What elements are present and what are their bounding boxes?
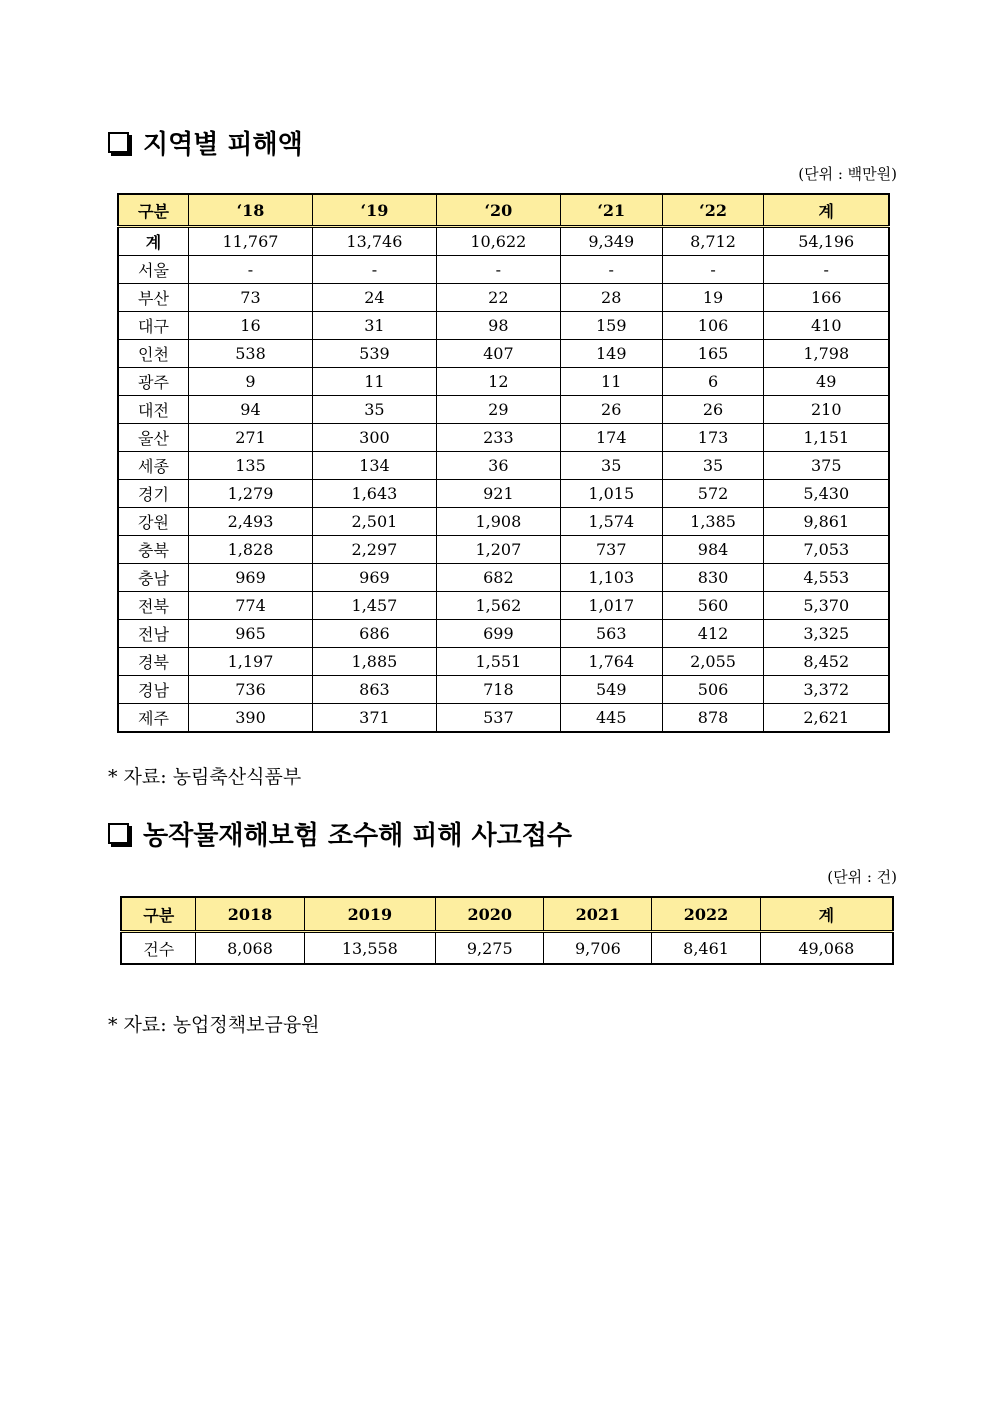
table-cell: 13,746	[312, 227, 436, 256]
table-cell: 35	[662, 452, 764, 480]
table-cell: 2,297	[312, 536, 436, 564]
table-cell: 2,501	[312, 508, 436, 536]
table-cell: 135	[189, 452, 313, 480]
table-cell: 106	[662, 312, 764, 340]
table-cell: 686	[312, 620, 436, 648]
column-header: 2020	[436, 897, 544, 932]
table-cell: 174	[560, 424, 662, 452]
table-row	[118, 340, 889, 368]
table-cell: 572	[662, 480, 764, 508]
column-header: 계	[764, 194, 889, 227]
section2-title: 농작물재해보험 조수해 피해 사고접수	[143, 821, 573, 851]
table-cell: 24	[312, 284, 436, 312]
table-cell: 563	[560, 620, 662, 648]
table-cell: 73	[189, 284, 313, 312]
table-cell: 718	[436, 676, 560, 704]
table-cell: 166	[764, 284, 889, 312]
table-cell: 1,385	[662, 508, 764, 536]
table-cell: 98	[436, 312, 560, 340]
table-row	[118, 620, 889, 648]
table-cell: 300	[312, 424, 436, 452]
table-row	[118, 227, 889, 256]
table-cell: 8,452	[764, 648, 889, 676]
table-cell: 537	[436, 704, 560, 733]
table-cell: 965	[189, 620, 313, 648]
table-cell: 159	[560, 312, 662, 340]
table-cell: 1,551	[436, 648, 560, 676]
table-cell: 412	[662, 620, 764, 648]
section1-title: 지역별 피해액	[143, 130, 303, 160]
table-cell: 149	[560, 340, 662, 368]
table-cell: 1,207	[436, 536, 560, 564]
table-cell: 4,553	[764, 564, 889, 592]
table-cell: -	[312, 256, 436, 284]
table-row	[118, 368, 889, 396]
table-cell: 36	[436, 452, 560, 480]
row-label: 제주	[118, 704, 189, 733]
table-cell: 8,068	[196, 932, 304, 965]
table-cell: 371	[312, 704, 436, 733]
row-label: 충남	[118, 564, 189, 592]
table-cell: 35	[560, 452, 662, 480]
table-cell: 2,493	[189, 508, 313, 536]
table-row	[118, 312, 889, 340]
section2-unit: (단위 : 건)	[827, 868, 897, 886]
table-cell: 863	[312, 676, 436, 704]
column-header: 구분	[118, 194, 189, 227]
table-cell: 210	[764, 396, 889, 424]
table-cell: 737	[560, 536, 662, 564]
table-cell: 49	[764, 368, 889, 396]
column-header: 2018	[196, 897, 304, 932]
table-cell: 11	[560, 368, 662, 396]
table-cell: 774	[189, 592, 313, 620]
column-header: 2022	[652, 897, 760, 932]
row-label: 경기	[118, 480, 189, 508]
table-cell: 8,712	[662, 227, 764, 256]
table-row	[118, 564, 889, 592]
table-cell: 94	[189, 396, 313, 424]
column-header: ‘20	[436, 194, 560, 227]
table-cell: 35	[312, 396, 436, 424]
row-label: 경북	[118, 648, 189, 676]
row-label: 강원	[118, 508, 189, 536]
table-cell: 2,055	[662, 648, 764, 676]
row-label: 대구	[118, 312, 189, 340]
table-cell: 1,828	[189, 536, 313, 564]
table-cell: 1,279	[189, 480, 313, 508]
row-label: 광주	[118, 368, 189, 396]
table-cell: 699	[436, 620, 560, 648]
column-header: 2019	[304, 897, 436, 932]
table-cell: 390	[189, 704, 313, 733]
row-label: 경남	[118, 676, 189, 704]
table-cell: 969	[189, 564, 313, 592]
table-cell: 445	[560, 704, 662, 733]
table-cell: -	[189, 256, 313, 284]
table-cell: 9,861	[764, 508, 889, 536]
table-cell: 165	[662, 340, 764, 368]
section1-heading	[108, 124, 303, 161]
row-label: 인천	[118, 340, 189, 368]
table-cell: 682	[436, 564, 560, 592]
table-cell: 31	[312, 312, 436, 340]
table-cell: 375	[764, 452, 889, 480]
table-cell: 54,196	[764, 227, 889, 256]
table-cell: 1,574	[560, 508, 662, 536]
table-cell: 3,325	[764, 620, 889, 648]
section1-source: * 자료: 농림축산식품부	[108, 766, 302, 788]
table-cell: 16	[189, 312, 313, 340]
table-cell: 173	[662, 424, 764, 452]
table-cell: 1,015	[560, 480, 662, 508]
table-cell: 5,430	[764, 480, 889, 508]
table-row	[118, 648, 889, 676]
checkbox-square-icon	[108, 823, 129, 844]
column-header: ‘22	[662, 194, 764, 227]
table-row	[118, 508, 889, 536]
table-cell: 1,017	[560, 592, 662, 620]
table-cell: 549	[560, 676, 662, 704]
table-cell: 7,053	[764, 536, 889, 564]
table-cell: 22	[436, 284, 560, 312]
regional-damage-table	[117, 193, 890, 733]
column-header: ‘18	[189, 194, 313, 227]
table-cell: 26	[662, 396, 764, 424]
row-label: 전남	[118, 620, 189, 648]
row-label: 계	[118, 227, 189, 256]
row-label: 전북	[118, 592, 189, 620]
section2-source: * 자료: 농업정책보금융원	[108, 1014, 320, 1036]
table-cell: 12	[436, 368, 560, 396]
accident-report-table	[120, 896, 894, 965]
table-cell: 28	[560, 284, 662, 312]
table-row	[118, 452, 889, 480]
table-cell: 984	[662, 536, 764, 564]
table-cell: 3,372	[764, 676, 889, 704]
table-row	[118, 396, 889, 424]
row-label: 대전	[118, 396, 189, 424]
table-cell: -	[662, 256, 764, 284]
table-cell: 9,706	[544, 932, 652, 965]
row-label: 세종	[118, 452, 189, 480]
row-label: 서울	[118, 256, 189, 284]
table-cell: 1,197	[189, 648, 313, 676]
table-row	[118, 704, 889, 733]
table-row	[118, 256, 889, 284]
table-cell: 233	[436, 424, 560, 452]
table-row	[118, 536, 889, 564]
table-cell: 1,908	[436, 508, 560, 536]
table-cell: 8,461	[652, 932, 760, 965]
table-cell: 9,349	[560, 227, 662, 256]
table-cell: 539	[312, 340, 436, 368]
table-cell: 1,457	[312, 592, 436, 620]
table-cell: 410	[764, 312, 889, 340]
table-cell: 11	[312, 368, 436, 396]
table-cell: 134	[312, 452, 436, 480]
row-label: 충북	[118, 536, 189, 564]
section2-heading	[108, 815, 572, 852]
table-cell: 736	[189, 676, 313, 704]
table-cell: -	[436, 256, 560, 284]
table-cell: 1,798	[764, 340, 889, 368]
column-header: 구분	[121, 897, 196, 932]
row-label: 건수	[121, 932, 196, 965]
column-header: ‘21	[560, 194, 662, 227]
table-cell: 1,885	[312, 648, 436, 676]
table-cell: 560	[662, 592, 764, 620]
column-header: ‘19	[312, 194, 436, 227]
table-cell: 538	[189, 340, 313, 368]
row-label: 울산	[118, 424, 189, 452]
table-cell: 1,764	[560, 648, 662, 676]
column-header: 2021	[544, 897, 652, 932]
table-cell: 9,275	[436, 932, 544, 965]
table-cell: 9	[189, 368, 313, 396]
table-row	[118, 284, 889, 312]
table-cell: -	[764, 256, 889, 284]
table-cell: 506	[662, 676, 764, 704]
table-row	[118, 424, 889, 452]
table-cell: 11,767	[189, 227, 313, 256]
table-row	[118, 592, 889, 620]
table-cell: 26	[560, 396, 662, 424]
table-cell: 1,643	[312, 480, 436, 508]
table-row	[121, 932, 893, 965]
table-cell: 921	[436, 480, 560, 508]
checkbox-square-icon	[108, 132, 129, 153]
table-cell: 830	[662, 564, 764, 592]
table-row	[118, 480, 889, 508]
section1-unit: (단위 : 백만원)	[798, 165, 897, 183]
table-cell: -	[560, 256, 662, 284]
table-row	[118, 676, 889, 704]
column-header: 계	[760, 897, 893, 932]
table-cell: 49,068	[760, 932, 893, 965]
table-cell: 1,151	[764, 424, 889, 452]
table-cell: 1,562	[436, 592, 560, 620]
row-label: 부산	[118, 284, 189, 312]
table-cell: 29	[436, 396, 560, 424]
table-cell: 19	[662, 284, 764, 312]
table-cell: 6	[662, 368, 764, 396]
table-cell: 878	[662, 704, 764, 733]
table-cell: 1,103	[560, 564, 662, 592]
table-cell: 13,558	[304, 932, 436, 965]
table-cell: 2,621	[764, 704, 889, 733]
table-cell: 271	[189, 424, 313, 452]
table-cell: 969	[312, 564, 436, 592]
table-cell: 5,370	[764, 592, 889, 620]
table-cell: 10,622	[436, 227, 560, 256]
table-cell: 407	[436, 340, 560, 368]
